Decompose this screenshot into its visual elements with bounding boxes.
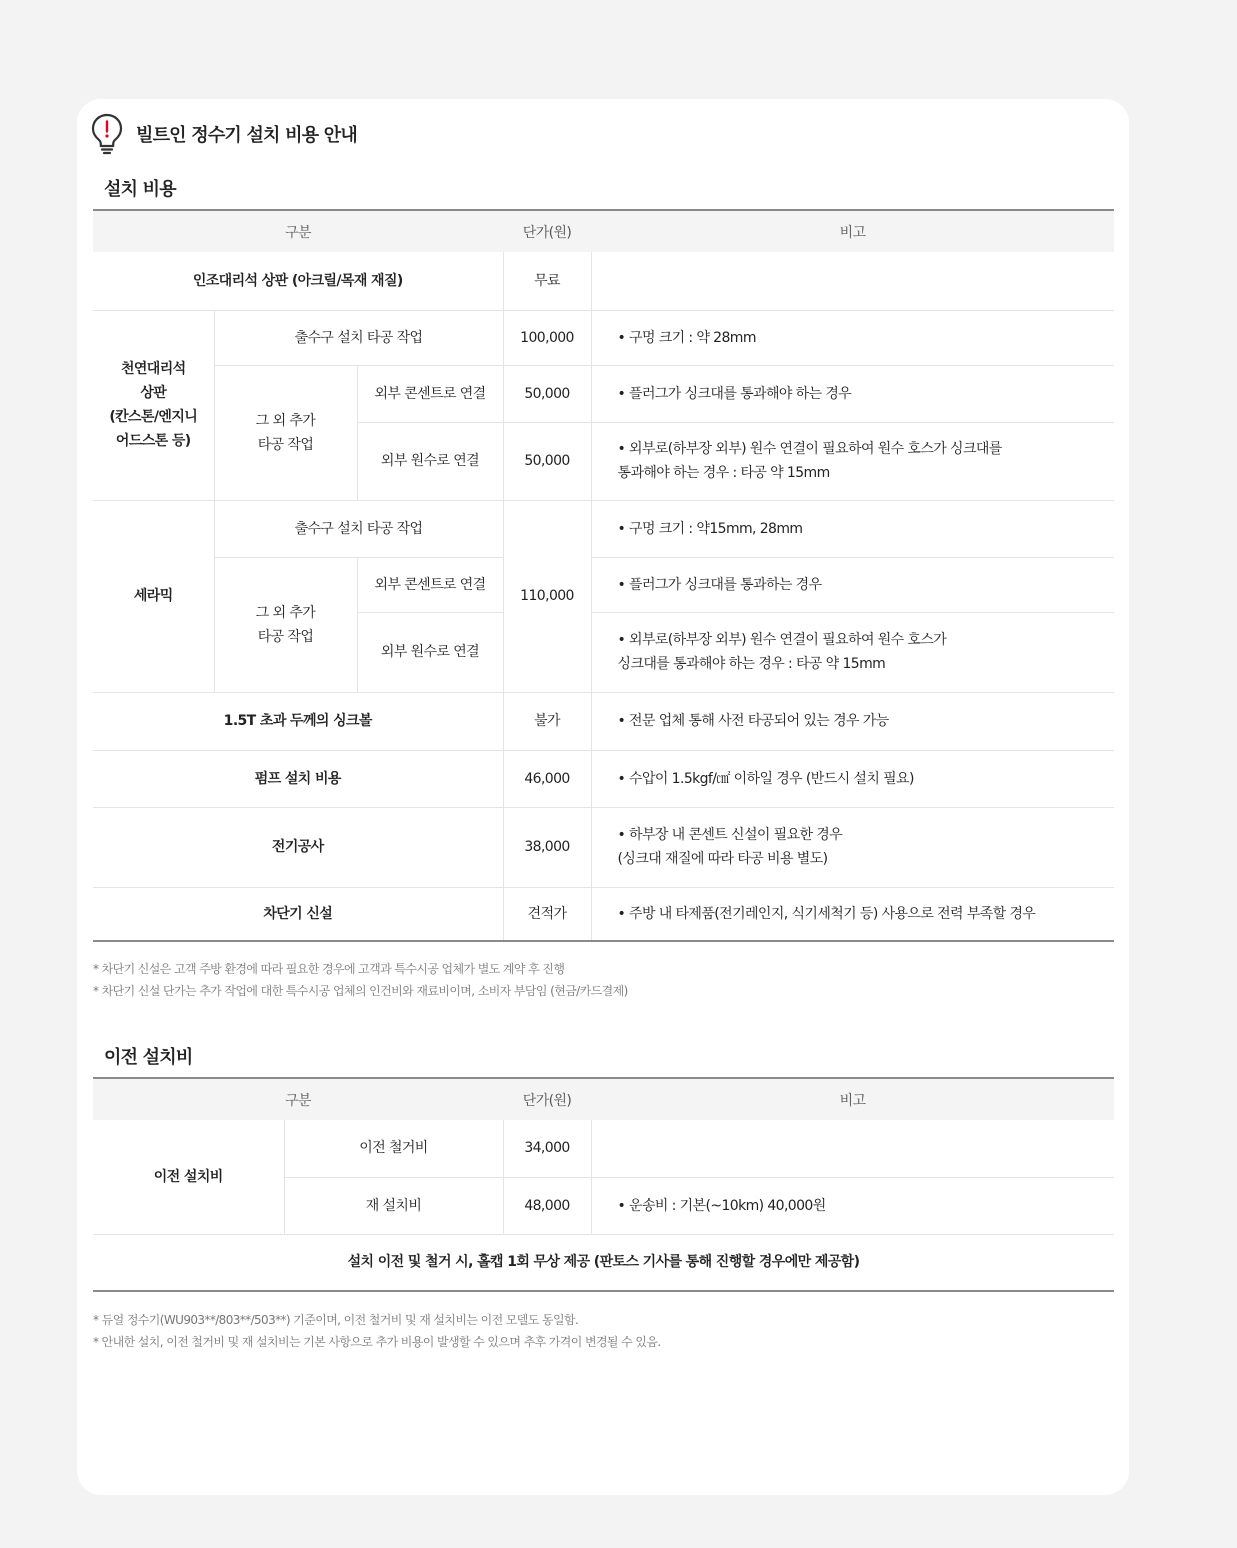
row-label: 1.5T 초과 두께의 싱크볼 [93, 692, 503, 750]
header-price: 단가(원) [503, 1078, 591, 1120]
note-line: • 하부장 내 콘센트 신설이 필요한 경우 [617, 827, 843, 843]
row-note: • 구멍 크기 : 약 28mm [591, 310, 1114, 365]
row-note: • 운송비 : 기본(~10km) 40,000원 [591, 1177, 1114, 1234]
row-label: 외부 원수로 연결 [357, 612, 503, 692]
install-section-title: 설치 비용 [104, 179, 176, 200]
lightbulb-exclamation-icon [91, 113, 123, 155]
row-note [591, 252, 1114, 310]
relocation-footnotes [93, 1309, 661, 1353]
note-line: 싱크대를 통과해야 하는 경우 : 타공 약 15mm [617, 656, 886, 672]
row-price: 견적가 [503, 887, 591, 941]
row-price: 48,000 [503, 1177, 591, 1234]
row-note [591, 807, 1114, 887]
row-label: 재 설치비 [284, 1177, 503, 1234]
header-category: 구분 [93, 210, 503, 252]
page-title: 빌트인 정수기 설치 비용 안내 [136, 125, 357, 146]
label-line: 그 외 추가 [255, 604, 316, 621]
row-price: 무료 [503, 252, 591, 310]
footnote: * 듀얼 정수기(WU903**/803**/503**) 기준이며, 이전 철거비 및 재 설치비는 이전 모델도 동일함. [93, 1313, 579, 1327]
row-label: 외부 콘센트로 연결 [357, 365, 503, 422]
header-category: 구분 [93, 1078, 503, 1120]
label-line: 타공 작업 [257, 628, 314, 645]
card-header [91, 113, 357, 155]
table-row [93, 750, 1114, 807]
row-note [591, 612, 1114, 692]
row-note: • 플러그가 싱크대를 통과해야 하는 경우 [591, 365, 1114, 422]
row-price: 38,000 [503, 807, 591, 887]
relocation-summary: 설치 이전 및 철거 시, 홀캡 1회 무상 제공 (판토스 기사를 통해 진행할 경우에만 제공함) [93, 1234, 1114, 1291]
relocation-label: 이전 설치비 [93, 1120, 284, 1234]
row-price: 50,000 [503, 422, 591, 500]
row-note [591, 422, 1114, 500]
note-line: (싱크대 재질에 따라 타공 비용 별도) [617, 851, 828, 867]
row-note: • 수압이 1.5kgf/㎠ 이하일 경우 (반드시 설치 필요) [591, 750, 1114, 807]
label-line: 어드스톤 등) [115, 433, 191, 449]
row-note: • 전문 업체 통해 사전 타공되어 있는 경우 가능 [591, 692, 1114, 750]
row-label: 외부 콘센트로 연결 [357, 557, 503, 612]
row-label: 인조대리석 상판 (아크릴/목재 재질) [93, 252, 503, 310]
natural-marble-label [93, 310, 214, 500]
row-label: 펌프 설치 비용 [93, 750, 503, 807]
note-line: • 외부로(하부장 외부) 원수 연결이 필요하여 원수 호스가 [617, 632, 947, 648]
table-row [93, 365, 1114, 422]
header-note: 비고 [591, 1078, 1114, 1120]
footnote: * 차단기 신설은 고객 주방 환경에 따라 필요한 경우에 고객과 특수시공 업체가 별도 계약 후 진행 [93, 962, 565, 976]
label-line: 타공 작업 [257, 436, 314, 453]
note-line: • 외부로(하부장 외부) 원수 연결이 필요하여 원수 호스가 싱크대를 [617, 441, 1002, 457]
footnote: * 안내한 설치, 이전 철거비 및 재 설치비는 기본 사항으로 추가 비용이 발생할 수 있으며 추후 가격이 변경될 수 있음. [93, 1335, 661, 1349]
row-label: 이전 철거비 [284, 1120, 503, 1177]
header-note: 비고 [591, 210, 1114, 252]
table-row [93, 500, 1114, 557]
install-cost-table [93, 209, 1114, 942]
table-row [93, 692, 1114, 750]
table-row [93, 557, 1114, 612]
table-row [93, 310, 1114, 365]
table-row [93, 887, 1114, 941]
row-note [591, 1120, 1114, 1177]
row-note: • 구멍 크기 : 약15mm, 28mm [591, 500, 1114, 557]
header-price: 단가(원) [503, 210, 591, 252]
table-row [93, 807, 1114, 887]
extra-work-label [214, 557, 357, 692]
label-line: (칸스톤/엔지니 [109, 409, 198, 425]
label-line: 상판 [140, 385, 167, 401]
info-card [77, 99, 1129, 1495]
row-label: 외부 원수로 연결 [357, 422, 503, 500]
row-label: 출수구 설치 타공 작업 [214, 310, 503, 365]
row-label: 출수구 설치 타공 작업 [214, 500, 503, 557]
row-price: 50,000 [503, 365, 591, 422]
table-row [93, 252, 1114, 310]
row-label: 전기공사 [93, 807, 503, 887]
table-header-row [93, 1078, 1114, 1120]
row-label: 차단기 신설 [93, 887, 503, 941]
install-footnotes [93, 958, 628, 1002]
row-note: • 주방 내 타제품(전기레인지, 식기세척기 등) 사용으로 전력 부족할 경우 [591, 887, 1114, 941]
table-row [93, 1234, 1114, 1291]
row-price: 불가 [503, 692, 591, 750]
label-line: 그 외 추가 [255, 412, 316, 429]
ceramic-label: 세라믹 [93, 500, 214, 692]
row-price: 46,000 [503, 750, 591, 807]
label-line: 천연대리석 [120, 361, 186, 377]
table-header-row [93, 210, 1114, 252]
note-line: 통과해야 하는 경우 : 타공 약 15mm [617, 465, 830, 481]
row-price: 100,000 [503, 310, 591, 365]
row-note: • 플러그가 싱크대를 통과하는 경우 [591, 557, 1114, 612]
extra-work-label [214, 365, 357, 500]
row-price: 34,000 [503, 1120, 591, 1177]
ceramic-price: 110,000 [503, 500, 591, 692]
footnote: * 차단기 신설 단가는 추가 작업에 대한 특수시공 업체의 인건비와 재료비이며, 소비자 부담임 (현금/카드결제) [93, 984, 628, 998]
table-row [93, 1120, 1114, 1177]
relocation-cost-table [93, 1077, 1114, 1292]
relocation-section-title: 이전 설치비 [104, 1047, 193, 1068]
